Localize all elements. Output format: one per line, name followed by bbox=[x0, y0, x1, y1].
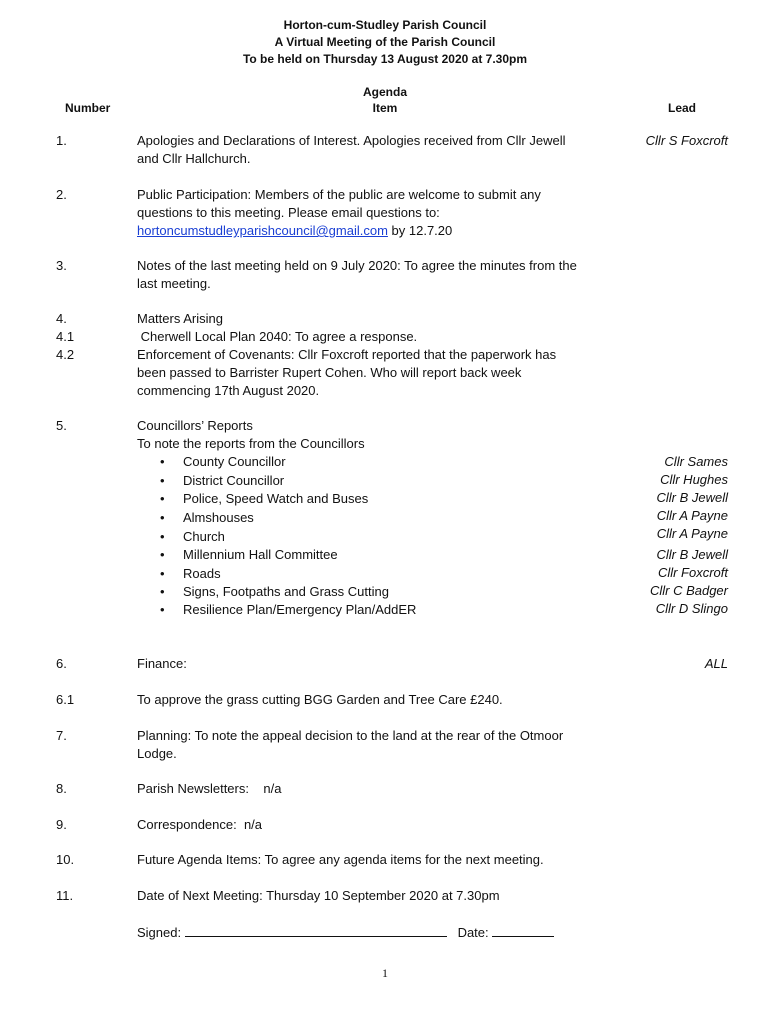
report-item bbox=[160, 601, 416, 619]
item-line: questions to this meeting. Please email questions to: bbox=[137, 205, 440, 220]
signed-blank bbox=[185, 923, 447, 937]
item-text: Parish Newsletters: n/a bbox=[137, 781, 282, 796]
report-lead: Cllr A Payne bbox=[656, 526, 728, 541]
report-item bbox=[160, 509, 254, 527]
bullet-icon: • bbox=[160, 547, 165, 562]
item-line: commencing 17th August 2020. bbox=[137, 383, 320, 398]
report-label: District Councillor bbox=[183, 473, 285, 488]
item-number: 4.1 bbox=[56, 329, 75, 344]
column-header-number: Number bbox=[65, 101, 111, 115]
deadline-text: by 12.7.20 bbox=[387, 223, 453, 238]
report-lead: Cllr A Payne bbox=[656, 508, 728, 523]
item-text: Matters Arising bbox=[137, 311, 223, 326]
item-text bbox=[137, 727, 627, 763]
item-text bbox=[137, 417, 627, 453]
item-number: 9. bbox=[56, 817, 67, 832]
item-text bbox=[137, 346, 627, 400]
item-line bbox=[137, 222, 627, 240]
meeting-title: A Virtual Meeting of the Parish Council bbox=[274, 35, 496, 49]
report-label: Roads bbox=[183, 566, 221, 581]
report-item bbox=[160, 528, 225, 546]
item-number: 6. bbox=[56, 656, 67, 671]
report-label: Millennium Hall Committee bbox=[183, 547, 338, 562]
report-item bbox=[160, 565, 221, 583]
item-line: Lodge. bbox=[137, 746, 177, 761]
bullet-icon: • bbox=[160, 454, 165, 469]
item-line: and Cllr Hallchurch. bbox=[137, 151, 251, 166]
date-label: Date: bbox=[457, 925, 489, 940]
item-number: 7. bbox=[56, 728, 67, 743]
item-number: 5. bbox=[56, 418, 67, 433]
bullet-icon: • bbox=[160, 491, 165, 506]
item-text: Finance: bbox=[137, 656, 187, 671]
item-number: 11. bbox=[56, 888, 74, 903]
report-lead: Cllr C Badger bbox=[649, 583, 728, 598]
signature-line bbox=[137, 923, 627, 942]
item-number: 4. bbox=[56, 311, 67, 326]
report-item bbox=[160, 583, 389, 601]
bullet-icon: • bbox=[160, 473, 165, 488]
item-text: To approve the grass cutting BGG Garden and Tree Care £240. bbox=[137, 692, 503, 707]
report-lead: Cllr B Jewell bbox=[656, 547, 728, 562]
report-item bbox=[160, 472, 284, 490]
report-label: Signs, Footpaths and Grass Cutting bbox=[183, 584, 389, 599]
report-lead: Cllr D Slingo bbox=[655, 601, 728, 616]
report-item bbox=[160, 490, 368, 508]
report-label: Resilience Plan/Emergency Plan/AddER bbox=[183, 602, 417, 617]
item-text: Date of Next Meeting: Thursday 10 September 2020 at 7.30pm bbox=[137, 888, 500, 903]
item-line: Apologies and Declarations of Interest. Apologies received from Cllr Jewell bbox=[137, 133, 566, 148]
report-label: County Councillor bbox=[183, 454, 286, 469]
report-item bbox=[160, 453, 286, 471]
item-text bbox=[137, 257, 627, 293]
date-blank bbox=[492, 923, 554, 937]
signed-label: Signed: bbox=[137, 925, 182, 940]
item-line: Public Participation: Members of the public are welcome to submit any bbox=[137, 187, 541, 202]
item-text: Future Agenda Items: To agree any agenda items for the next meeting. bbox=[137, 852, 544, 867]
report-lead: Cllr B Jewell bbox=[656, 490, 728, 505]
report-label: Police, Speed Watch and Buses bbox=[183, 491, 369, 506]
item-text bbox=[137, 132, 627, 168]
report-lead: Cllr Foxcroft bbox=[657, 565, 728, 580]
item-lead: Cllr S Foxcroft bbox=[645, 133, 728, 148]
item-text: Correspondence: n/a bbox=[137, 817, 263, 832]
item-number: 6.1 bbox=[56, 692, 75, 707]
email-link[interactable]: hortoncumstudleyparishcouncil@gmail.com bbox=[137, 223, 388, 238]
item-number: 8. bbox=[56, 781, 67, 796]
item-text bbox=[137, 186, 627, 240]
item-text: Cherwell Local Plan 2040: To agree a response. bbox=[137, 329, 418, 344]
report-label: Church bbox=[183, 529, 225, 544]
item-lead: ALL bbox=[704, 656, 728, 671]
item-line: last meeting. bbox=[137, 276, 211, 291]
council-title: Horton-cum-Studley Parish Council bbox=[283, 18, 487, 32]
report-label: Almshouses bbox=[183, 510, 254, 525]
item-line: Planning: To note the appeal decision to the land at the rear of the Otmoor bbox=[137, 728, 564, 743]
bullet-icon: • bbox=[160, 566, 165, 581]
item-number: 4.2 bbox=[56, 347, 75, 362]
item-line: been passed to Barrister Rupert Cohen. Who will report back week bbox=[137, 365, 522, 380]
bullet-icon: • bbox=[160, 510, 165, 525]
report-item bbox=[160, 546, 338, 564]
column-header-lead: Lead bbox=[668, 101, 697, 115]
page-number: 1 bbox=[382, 966, 388, 980]
item-number: 10. bbox=[56, 852, 75, 867]
bullet-icon: • bbox=[160, 584, 165, 599]
item-line: Enforcement of Covenants: Cllr Foxcroft reported that the paperwork has bbox=[137, 347, 557, 362]
report-lead: Cllr Sames bbox=[664, 454, 728, 469]
bullet-icon: • bbox=[160, 529, 165, 544]
bullet-icon: • bbox=[160, 602, 165, 617]
meeting-date: To be held on Thursday 13 August 2020 at 7.30pm bbox=[242, 52, 528, 66]
report-lead: Cllr Hughes bbox=[660, 472, 728, 487]
item-line: Notes of the last meeting held on 9 July 2020: To agree the minutes from the bbox=[137, 258, 577, 273]
column-header-item: Item bbox=[372, 101, 398, 115]
item-number: 2. bbox=[56, 187, 67, 202]
item-line: To note the reports from the Councillors bbox=[137, 436, 365, 451]
item-number: 3. bbox=[56, 258, 67, 273]
column-header-agenda: Agenda bbox=[362, 85, 407, 99]
item-number: 1. bbox=[56, 133, 67, 148]
item-line: Councillors’ Reports bbox=[137, 418, 253, 433]
